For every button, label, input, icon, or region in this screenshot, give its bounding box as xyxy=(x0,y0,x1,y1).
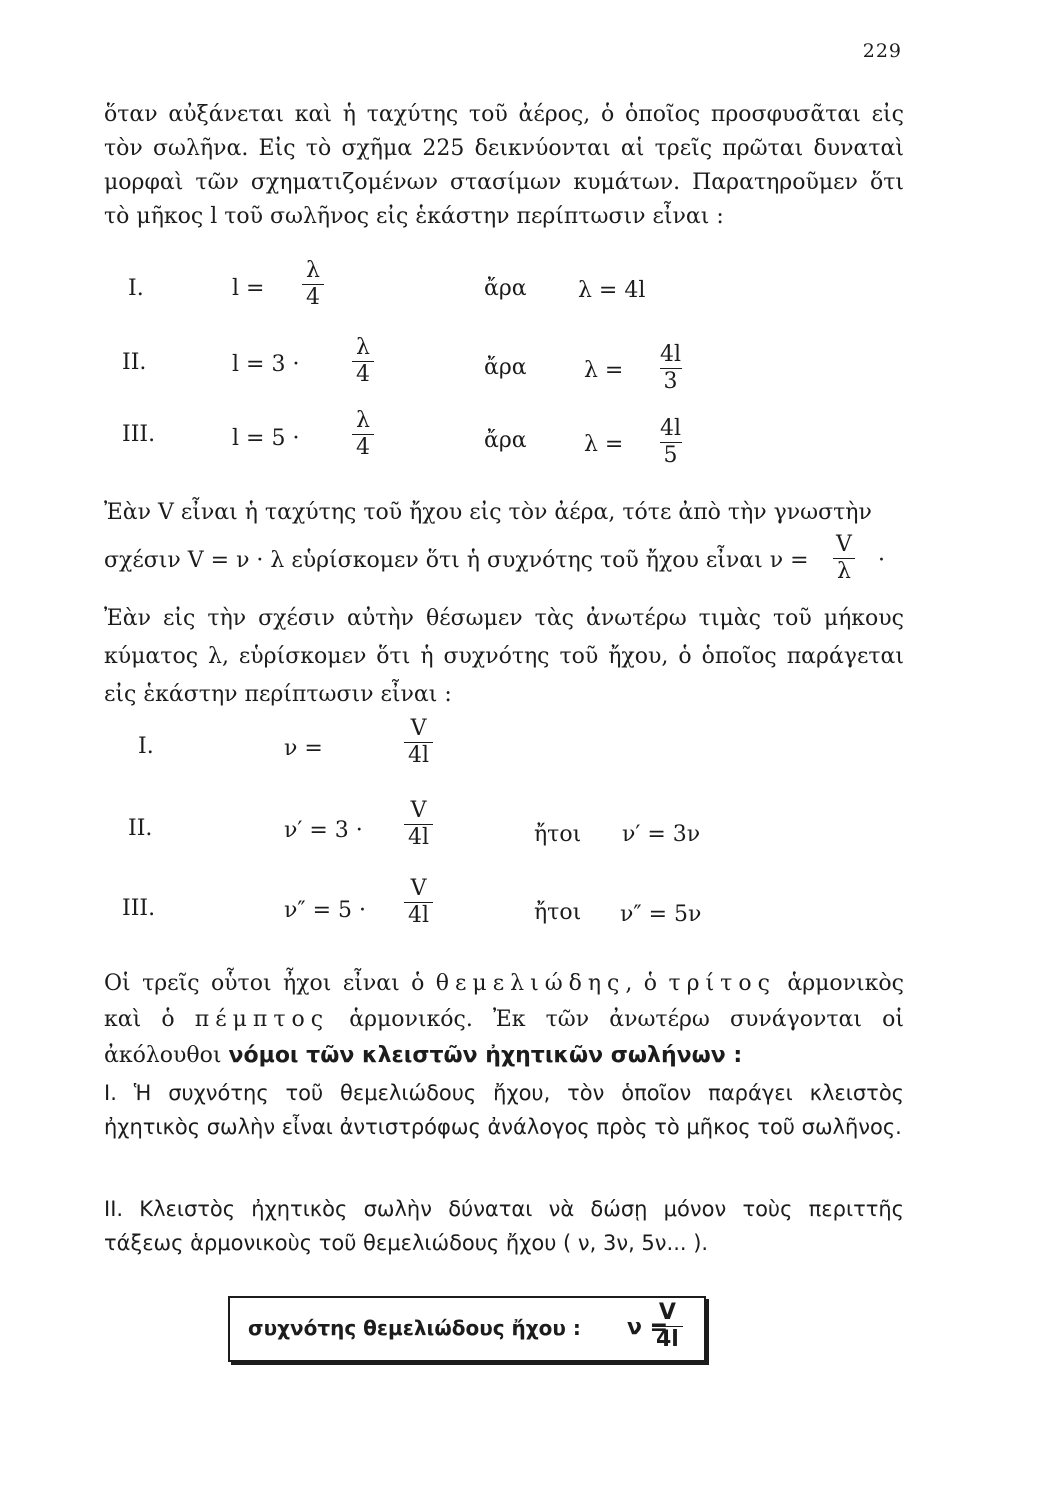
box-nu: ν = xyxy=(627,1315,669,1340)
case-number: I. xyxy=(138,734,154,759)
case-number: II. xyxy=(128,816,153,841)
case-lhs: ν″ = 5 · xyxy=(284,898,366,923)
case-number: II. xyxy=(122,350,147,375)
box-fraction: $\frac{V}{4l}$ xyxy=(652,1300,683,1353)
case-word: ἄρα xyxy=(484,355,527,380)
case-lhs: l = 3 · xyxy=(232,352,300,377)
case-rhs: λ = xyxy=(584,358,624,383)
fundamental-frequency-box xyxy=(228,1296,706,1362)
case-rhs: ν′ = 3ν xyxy=(622,822,701,847)
law-2: II. Κλειστὸς ἠχητικὸς σωλὴν δύναται νὰ δώσῃ μόνον τοὺς περιττῆς τάξεως ἁρμονικοὺς τοῦ θεμελιώδους ἤχου ( ν, 3ν, 5ν... ). xyxy=(104,1197,904,1255)
case-fraction: $\frac{V}{4l}$ xyxy=(404,876,433,929)
case-word: ἄρα xyxy=(484,428,527,453)
case-number: I. xyxy=(128,276,144,301)
case-rhs: ν″ = 5ν xyxy=(620,902,702,927)
case-lhs: l = xyxy=(232,276,265,301)
frequency-fraction: $\frac{V}{\lambda}$ xyxy=(832,532,856,585)
case-word: ἤτοι xyxy=(534,900,582,925)
page-number: 229 xyxy=(862,40,902,62)
term-third: τρίτος xyxy=(668,971,776,996)
case-fraction: $\frac{V}{4l}$ xyxy=(404,798,433,851)
harmonics-paragraph: Οἱ τρεῖς οὗτοι ἦχοι εἶναι ὁ θεμελιώδης, ὁ τρίτος ἁρμονικὸς καὶ ὁ πέμπτος ἁρμονικός. Ἐκ τῶν ἀνωτέρω συνάγονται οἱ ἀκόλουθοι νόμοι τῶν κλειστῶν ἠχητικῶν σωλήνων : xyxy=(104,971,904,1068)
case-rhs: λ = 4l xyxy=(578,278,646,303)
laws-heading: νόμοι τῶν κλειστῶν ἠχητικῶν σωλήνων : xyxy=(228,1043,743,1068)
case-word: ἄρα xyxy=(484,276,527,301)
term-fifth: πέμπτος xyxy=(194,1007,330,1032)
intro-text: ὅταν αὐξάνεται καὶ ἡ ταχύτης τοῦ ἀέρος, ὁ ὁποῖος προσφυσᾶται εἰς τὸν σωλῆνα. Εἰς τὸ σχῆμα 225 δεικνύονται αἱ τρεῖς πρῶται δυναταὶ μορφαὶ τῶν σχηματιζομένων στασίμων κυμάτων. Παρατηροῦμεν ὅτι τὸ μῆκος l τοῦ σωλῆνος εἰς ἑκάστην περίπτωσιν εἶναι : xyxy=(104,102,904,229)
substitution-paragraph xyxy=(104,600,904,714)
case-fraction: $\frac{V}{4l}$ xyxy=(404,716,433,769)
substitution-text: Ἐὰν εἰς τὴν σχέσιν αὐτὴν θέσωμεν τὰς ἀνωτέρω τιμὰς τοῦ μήκους κύματος λ, εὑρίσκομεν ὅτι ἡ συχνότης τοῦ ἤχου, ὁ ὁποῖος παράγεται εἰς ἑκάστην περίπτωσιν εἶναι : xyxy=(104,606,904,707)
case-lhs: ν′ = 3 · xyxy=(284,818,363,843)
case-fraction: $\frac{\lambda}{4}$ xyxy=(352,335,374,388)
box-label: συχνότης θεμελιώδους ἤχου : xyxy=(248,1316,581,1340)
case-rhs: λ = xyxy=(584,432,624,457)
case-number: III. xyxy=(122,896,156,921)
case-number: III. xyxy=(122,422,156,447)
case-fraction: $\frac{\lambda}{4}$ xyxy=(302,258,324,311)
law-1: I. Ἡ συχνότης τοῦ θεμελιώδους ἤχου, τὸν ὁποῖον παράγει κλειστὸς ἠχητικὸς σωλὴν εἶναι ἀντιστρόφως ἀνάλογος πρὸς τὸ μῆκος τοῦ σωλῆνος. xyxy=(104,1081,904,1139)
case-lhs: ν = xyxy=(284,736,323,761)
case-word: ἤτοι xyxy=(534,822,582,847)
case-rhs-fraction: $\frac{4l}{5}$ xyxy=(660,416,682,468)
velocity-line-1: Ἐὰν V εἶναι ἡ ταχύτης τοῦ ἤχου εἰς τὸν ἀέρα, τότε ἀπὸ τὴν γνωστὴν xyxy=(104,500,872,525)
velocity-line-end: · xyxy=(878,548,885,573)
case-fraction: $\frac{\lambda}{4}$ xyxy=(352,408,374,461)
case-lhs: l = 5 · xyxy=(232,426,300,451)
case-rhs-fraction: $\frac{4l}{3}$ xyxy=(660,342,682,394)
velocity-line-2: σχέσιν V = ν · λ εὑρίσκομεν ὅτι ἡ συχνότης τοῦ ἤχου εἶναι ν = xyxy=(104,548,809,573)
term-fundamental: θεμελιώδης xyxy=(435,971,626,996)
intro-paragraph xyxy=(104,98,904,234)
